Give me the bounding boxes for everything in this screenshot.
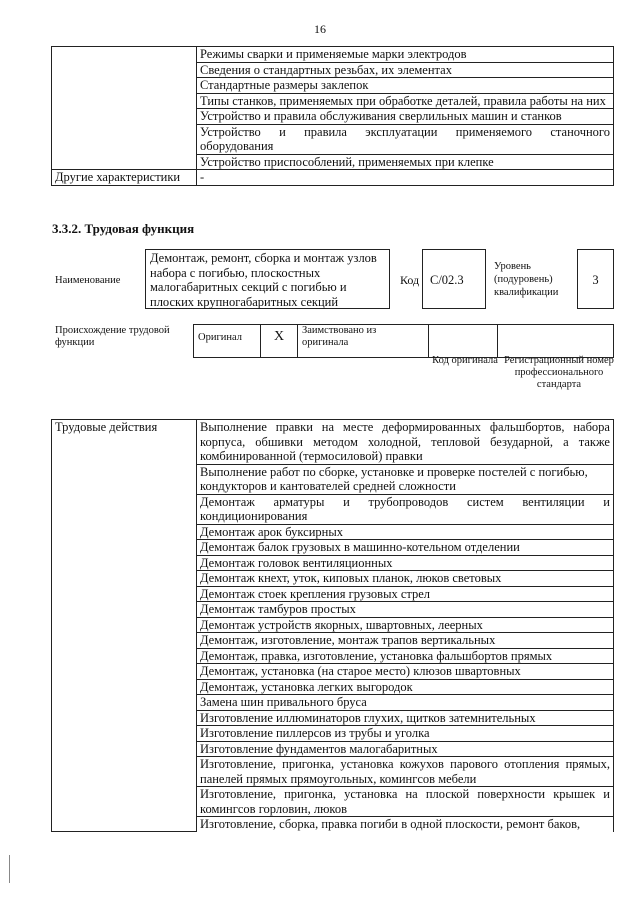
table-cell: Демонтаж головок вентиляционных [197,555,614,571]
table-cell: Сведения о стандартных резьбах, их элементах [197,62,614,78]
table-cell: Демонтаж арматуры и трубопроводов систем вентиляции и кондиционирования [197,494,614,524]
original-label: Оригинал [194,325,261,358]
name-value: Демонтаж, ремонт, сборка и монтаж узлов набора с погибью, плоскостных малогабаритных секций с погибью и плоских крупногабаритных секций [145,249,390,309]
table-cell: Демонтаж устройств якорных, швартовных, леерных [197,617,614,633]
table-row [52,420,614,465]
table-cell: Выполнение правки на месте деформированных фальшбортов, набора корпуса, обшивки методом холодной, тепловой безударной, а также комбинированной (термосиловой) правки [197,420,614,465]
level-value: 3 [577,249,614,309]
table-cell: Выполнение работ по сборке, установке и проверке постелей с погибью, кондукторов и кантователей средней сложности [197,464,614,494]
table-cell: Режимы сварки и применяемые марки электродов [197,47,614,63]
table-cell: Изготовление, пригонка, установка кожухов парового отопления прямых, панелей прямых прямоугольных, комингсов мебели [197,757,614,787]
origin-table [193,324,614,358]
table-cell: Устройство и правила обслуживания сверлильных машин и станков [197,109,614,125]
table-cell: Демонтаж тамбуров простых [197,602,614,618]
table-cell: Устройство и правила эксплуатации применяемого станочного оборудования [197,124,614,154]
code-origin-cell [429,325,498,358]
page-number: 16 [314,22,326,36]
table-row [52,47,614,63]
name-label: Наименование [55,275,121,286]
table-cell: Типы станков, применяемых при обработке деталей, правила работы на них [197,93,614,109]
other-characteristics-value: - [197,170,614,186]
table-cell: Изготовление пиллерсов из трубы и уголка [197,726,614,742]
table-cell: Демонтаж балок грузовых в машинно-котельном отделении [197,540,614,556]
knowledge-table [51,46,614,186]
table-cell: Изготовление фундаментов малогабаритных [197,741,614,757]
table-cell: Изготовление, сборка, правка погиби в одной плоскости, ремонт баков, [197,817,614,832]
table-cell: Замена шин привального бруса [197,695,614,711]
table-cell: Изготовление иллюминаторов глухих, щитков затемнительных [197,710,614,726]
origin-label: Происхождение трудовой функции [55,325,170,348]
table-row [194,325,614,358]
table-cell: Демонтаж, установка (на старое место) клюзов швартовных [197,664,614,680]
section-heading: 3.3.2. Трудовая функция [52,221,195,236]
table-cell: Изготовление, пригонка, установка на плоской поверхности крышек и комингсов горловин, люков [197,787,614,817]
code-value: С/02.3 [422,249,486,309]
other-characteristics-label: Другие характеристики [52,170,197,186]
table-cell: Устройство приспособлений, применяемых при клепке [197,154,614,170]
table-cell: Демонтаж арок буксирных [197,524,614,540]
level-label: Уровень (подуровень) квалификации [494,261,559,298]
reg-number-cell [498,325,614,358]
table-cell: Демонтаж кнехт, уток, киповых планок, люков световых [197,571,614,587]
table-row [52,170,614,186]
table-cell: Демонтаж стоек крепления грузовых стрел [197,586,614,602]
table-cell: Демонтаж, правка, изготовление, установка фальшбортов прямых [197,648,614,664]
empty-left-cell [52,47,197,170]
original-mark: X [261,325,298,358]
labor-actions-table [51,419,614,832]
code-label: Код [400,273,420,287]
margin-mark [9,855,10,883]
code-origin-caption: Код оригинала [432,355,498,366]
reg-number-caption: Регистрационный номер профессионального стандарта [504,355,614,390]
labor-actions-label: Трудовые действия [52,420,197,832]
borrowed-label: Заимствовано из оригинала [298,325,429,358]
table-cell: Демонтаж, изготовление, монтаж трапов вертикальных [197,633,614,649]
table-cell: Демонтаж, установка легких выгородок [197,679,614,695]
table-cell: Стандартные размеры заклепок [197,78,614,94]
